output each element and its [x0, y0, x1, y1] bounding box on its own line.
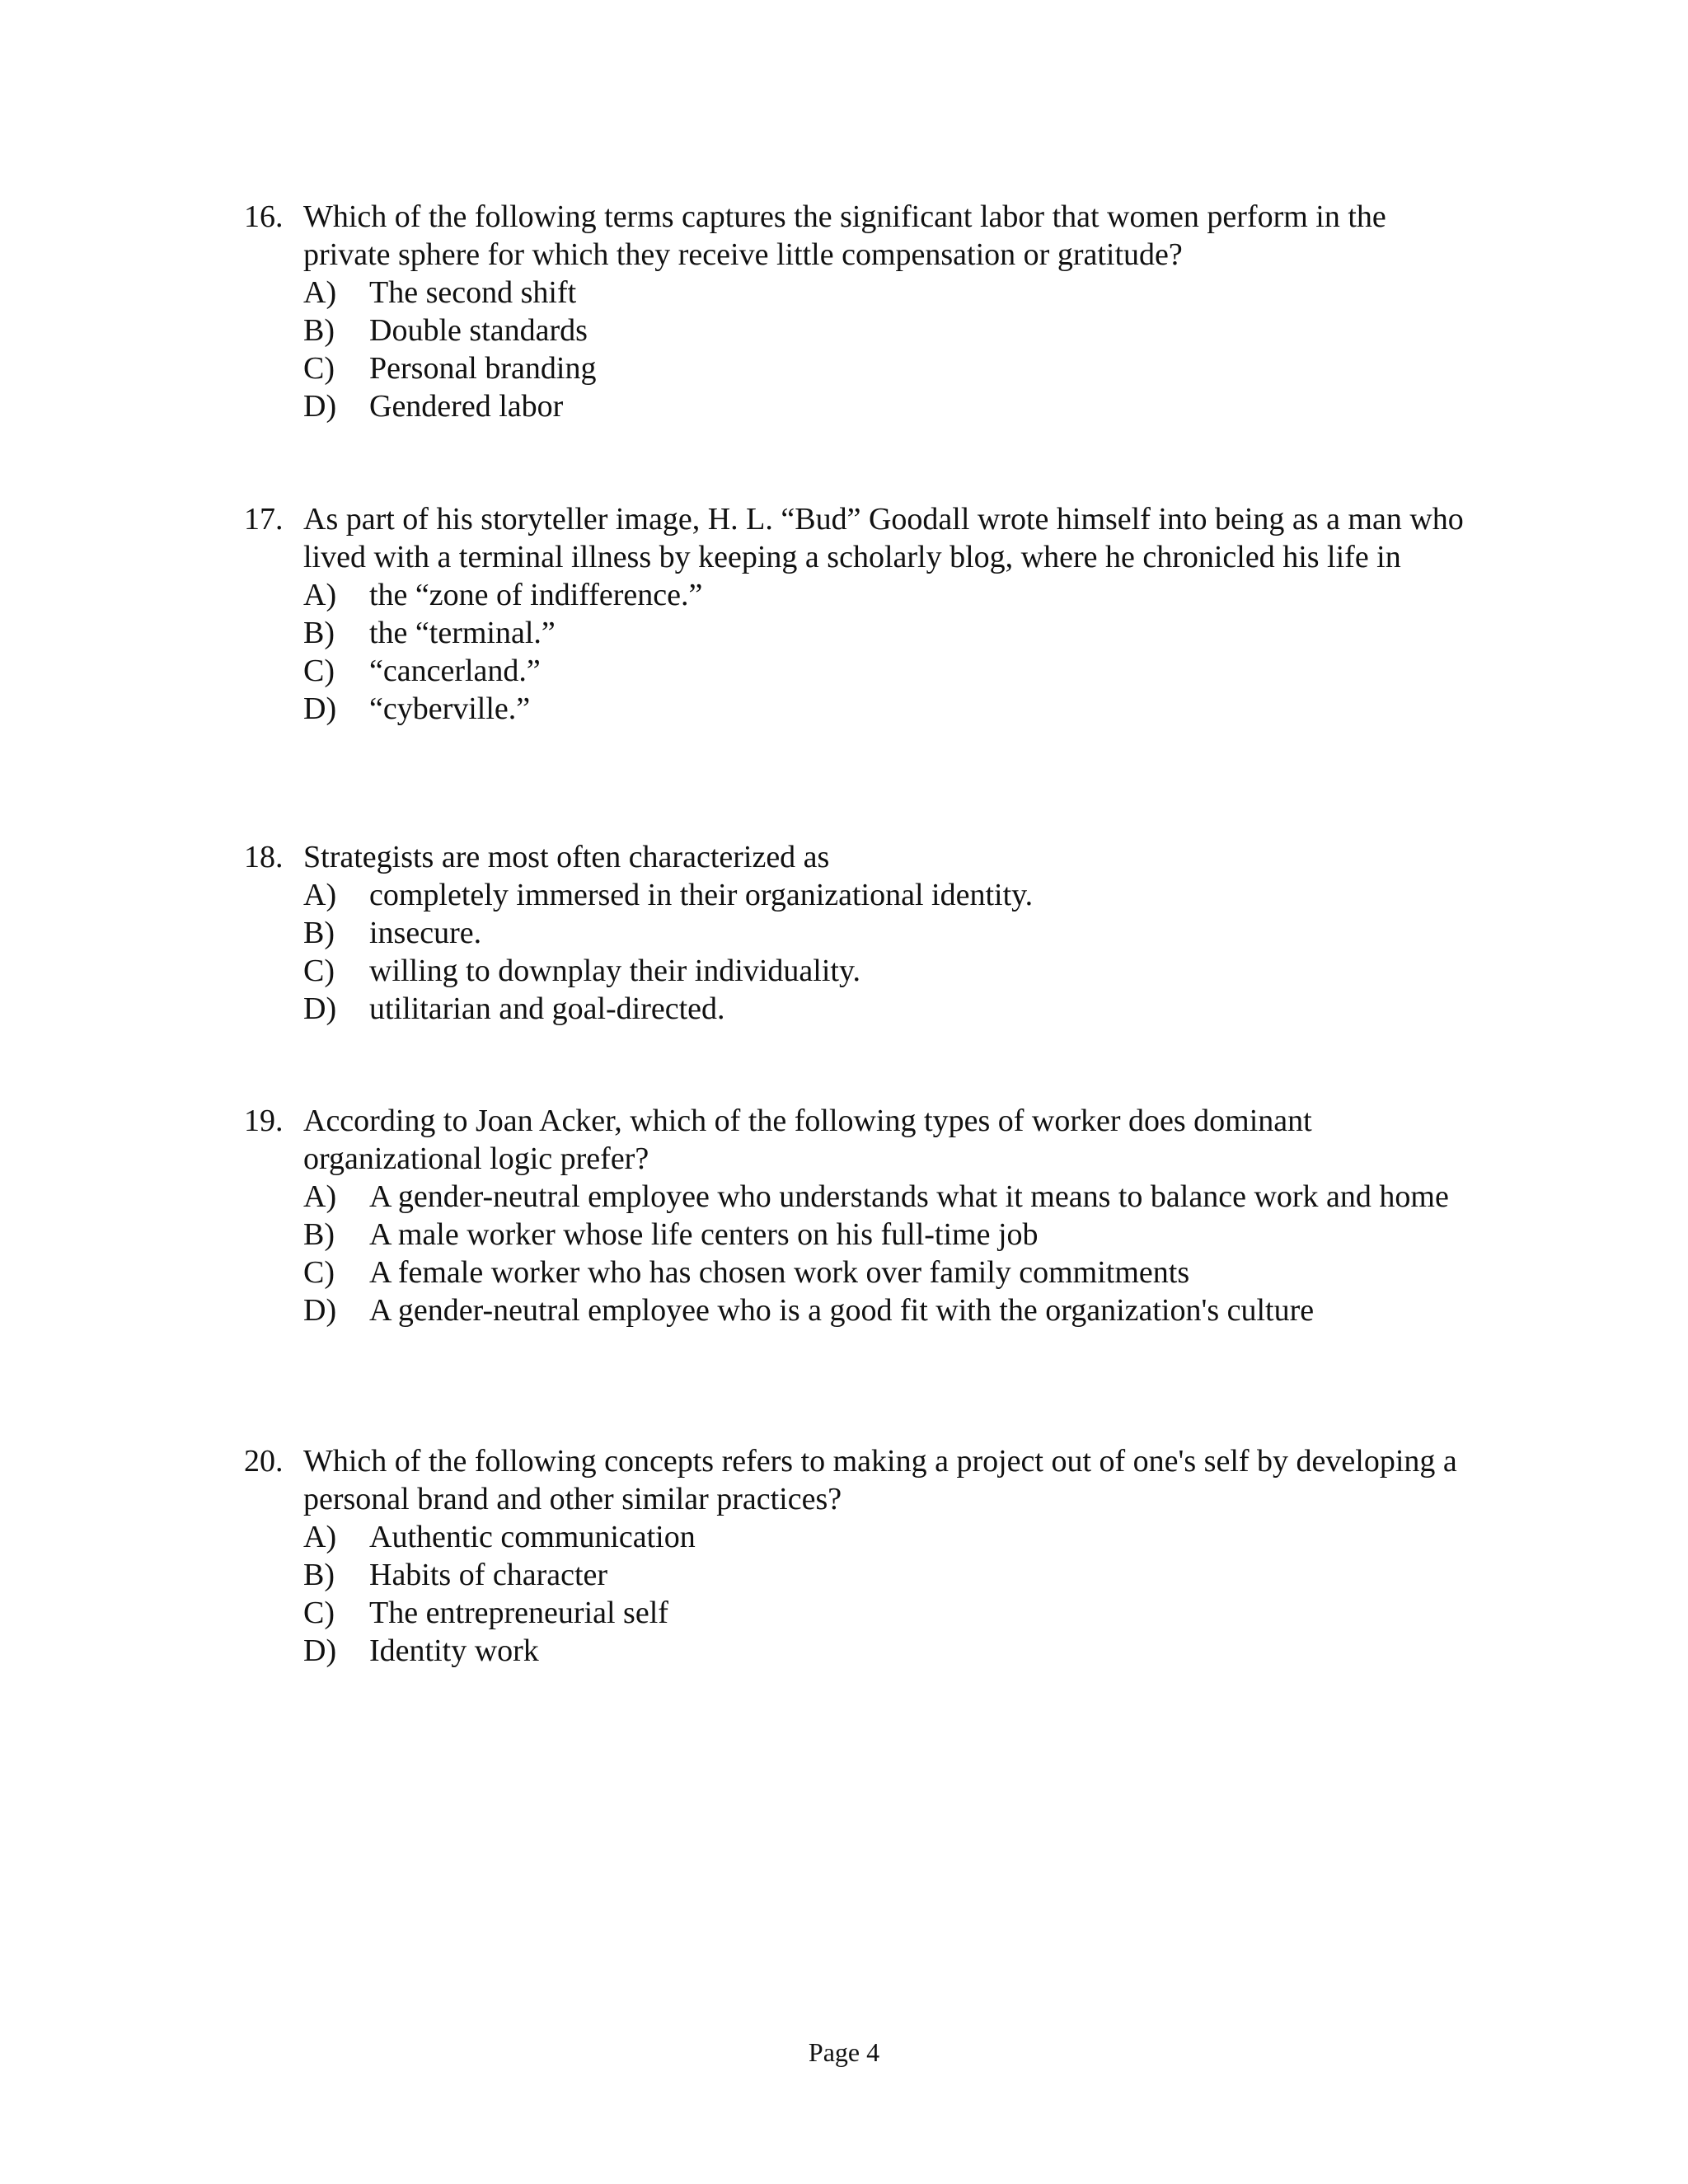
answer-options — [303, 1178, 1480, 1329]
question-text: According to Joan Acker, which of the following types of worker does dominant organizational logic prefer? — [303, 1104, 1312, 1176]
option-label: A) — [303, 1179, 337, 1214]
answer-option-c — [303, 652, 1480, 690]
question-stem — [244, 1102, 1480, 1178]
option-label: C) — [303, 1255, 335, 1290]
option-text: A gender-neutral employee who is a good fit with the organization's culture — [369, 1293, 1315, 1328]
question-stem — [244, 838, 1480, 876]
answer-option-c — [303, 349, 1480, 387]
option-text: Identity work — [369, 1633, 539, 1668]
answer-options — [303, 274, 1480, 425]
answer-option-b — [303, 614, 1480, 652]
question-17 — [244, 500, 1480, 728]
question-text: Which of the following concepts refers to making a project out of one's self by developing a personal brand and other similar practices? — [303, 1444, 1457, 1516]
option-label: C) — [303, 654, 335, 688]
option-text: utilitarian and goal-directed. — [369, 991, 725, 1026]
answer-option-d — [303, 1632, 1480, 1670]
option-text: A gender-neutral employee who understands what it means to balance work and home — [369, 1179, 1449, 1214]
option-label: B) — [303, 1558, 335, 1592]
answer-option-a — [303, 1178, 1480, 1216]
answer-option-b — [303, 914, 1480, 952]
question-stem — [244, 1442, 1480, 1518]
question-18 — [244, 838, 1480, 1028]
option-text: the “terminal.” — [369, 616, 556, 650]
question-number: 20. — [244, 1444, 284, 1479]
question-number: 19. — [244, 1104, 284, 1138]
option-text: insecure. — [369, 916, 482, 950]
question-16 — [244, 198, 1480, 425]
answer-option-b — [303, 1216, 1480, 1254]
option-text: Gendered labor — [369, 389, 564, 424]
answer-option-b — [303, 1556, 1480, 1594]
option-label: A) — [303, 878, 337, 912]
option-label: A) — [303, 275, 337, 310]
option-label: B) — [303, 1217, 335, 1252]
question-stem — [244, 500, 1480, 576]
option-label: C) — [303, 351, 335, 386]
option-label: B) — [303, 616, 335, 650]
answer-option-a — [303, 876, 1480, 914]
answer-options — [303, 576, 1480, 728]
option-text: Personal branding — [369, 351, 597, 386]
question-20 — [244, 1442, 1480, 1670]
option-text: A male worker whose life centers on his full-time job — [369, 1217, 1039, 1252]
option-text: the “zone of indifference.” — [369, 578, 703, 612]
option-text: completely immersed in their organizational identity. — [369, 878, 1034, 912]
option-text: Habits of character — [369, 1558, 608, 1592]
answer-option-c — [303, 1254, 1480, 1291]
answer-option-b — [303, 312, 1480, 349]
option-label: A) — [303, 578, 337, 612]
option-label: D) — [303, 1293, 337, 1328]
option-label: C) — [303, 1596, 335, 1630]
question-19 — [244, 1102, 1480, 1329]
option-text: Authentic communication — [369, 1520, 696, 1554]
question-text: Which of the following terms captures the significant labor that women perform in the private sphere for which they receive little compensation or gratitude? — [303, 199, 1386, 272]
option-text: Double standards — [369, 313, 588, 348]
option-text: The second shift — [369, 275, 577, 310]
option-label: D) — [303, 1633, 337, 1668]
option-label: D) — [303, 991, 337, 1026]
question-number: 17. — [244, 502, 284, 537]
answer-option-d — [303, 387, 1480, 425]
answer-option-d — [303, 1291, 1480, 1329]
option-text: A female worker who has chosen work over family commitments — [369, 1255, 1190, 1290]
option-label: D) — [303, 691, 337, 726]
answer-option-c — [303, 1594, 1480, 1632]
option-label: C) — [303, 954, 335, 988]
question-text: Strategists are most often characterized as — [303, 840, 830, 874]
answer-options — [303, 876, 1480, 1028]
answer-option-a — [303, 1518, 1480, 1556]
option-label: D) — [303, 389, 337, 424]
answer-option-c — [303, 952, 1480, 990]
page-number: Page 4 — [808, 2037, 880, 2067]
answer-option-a — [303, 274, 1480, 312]
option-label: B) — [303, 313, 335, 348]
option-label: A) — [303, 1520, 337, 1554]
answer-option-d — [303, 690, 1480, 728]
answer-options — [303, 1518, 1480, 1670]
option-text: The entrepreneurial self — [369, 1596, 668, 1630]
question-stem — [244, 198, 1480, 274]
option-text: “cancerland.” — [369, 654, 541, 688]
option-text: “cyberville.” — [369, 691, 531, 726]
question-text: As part of his storyteller image, H. L. “Bud” Goodall wrote himself into being as a man who lived with a terminal illness by keeping a scholarly blog, where he chronicled his life in — [303, 502, 1464, 574]
answer-option-a — [303, 576, 1480, 614]
option-text: willing to downplay their individuality. — [369, 954, 860, 988]
answer-option-d — [303, 990, 1480, 1028]
question-number: 16. — [244, 199, 284, 234]
option-label: B) — [303, 916, 335, 950]
question-number: 18. — [244, 840, 284, 874]
